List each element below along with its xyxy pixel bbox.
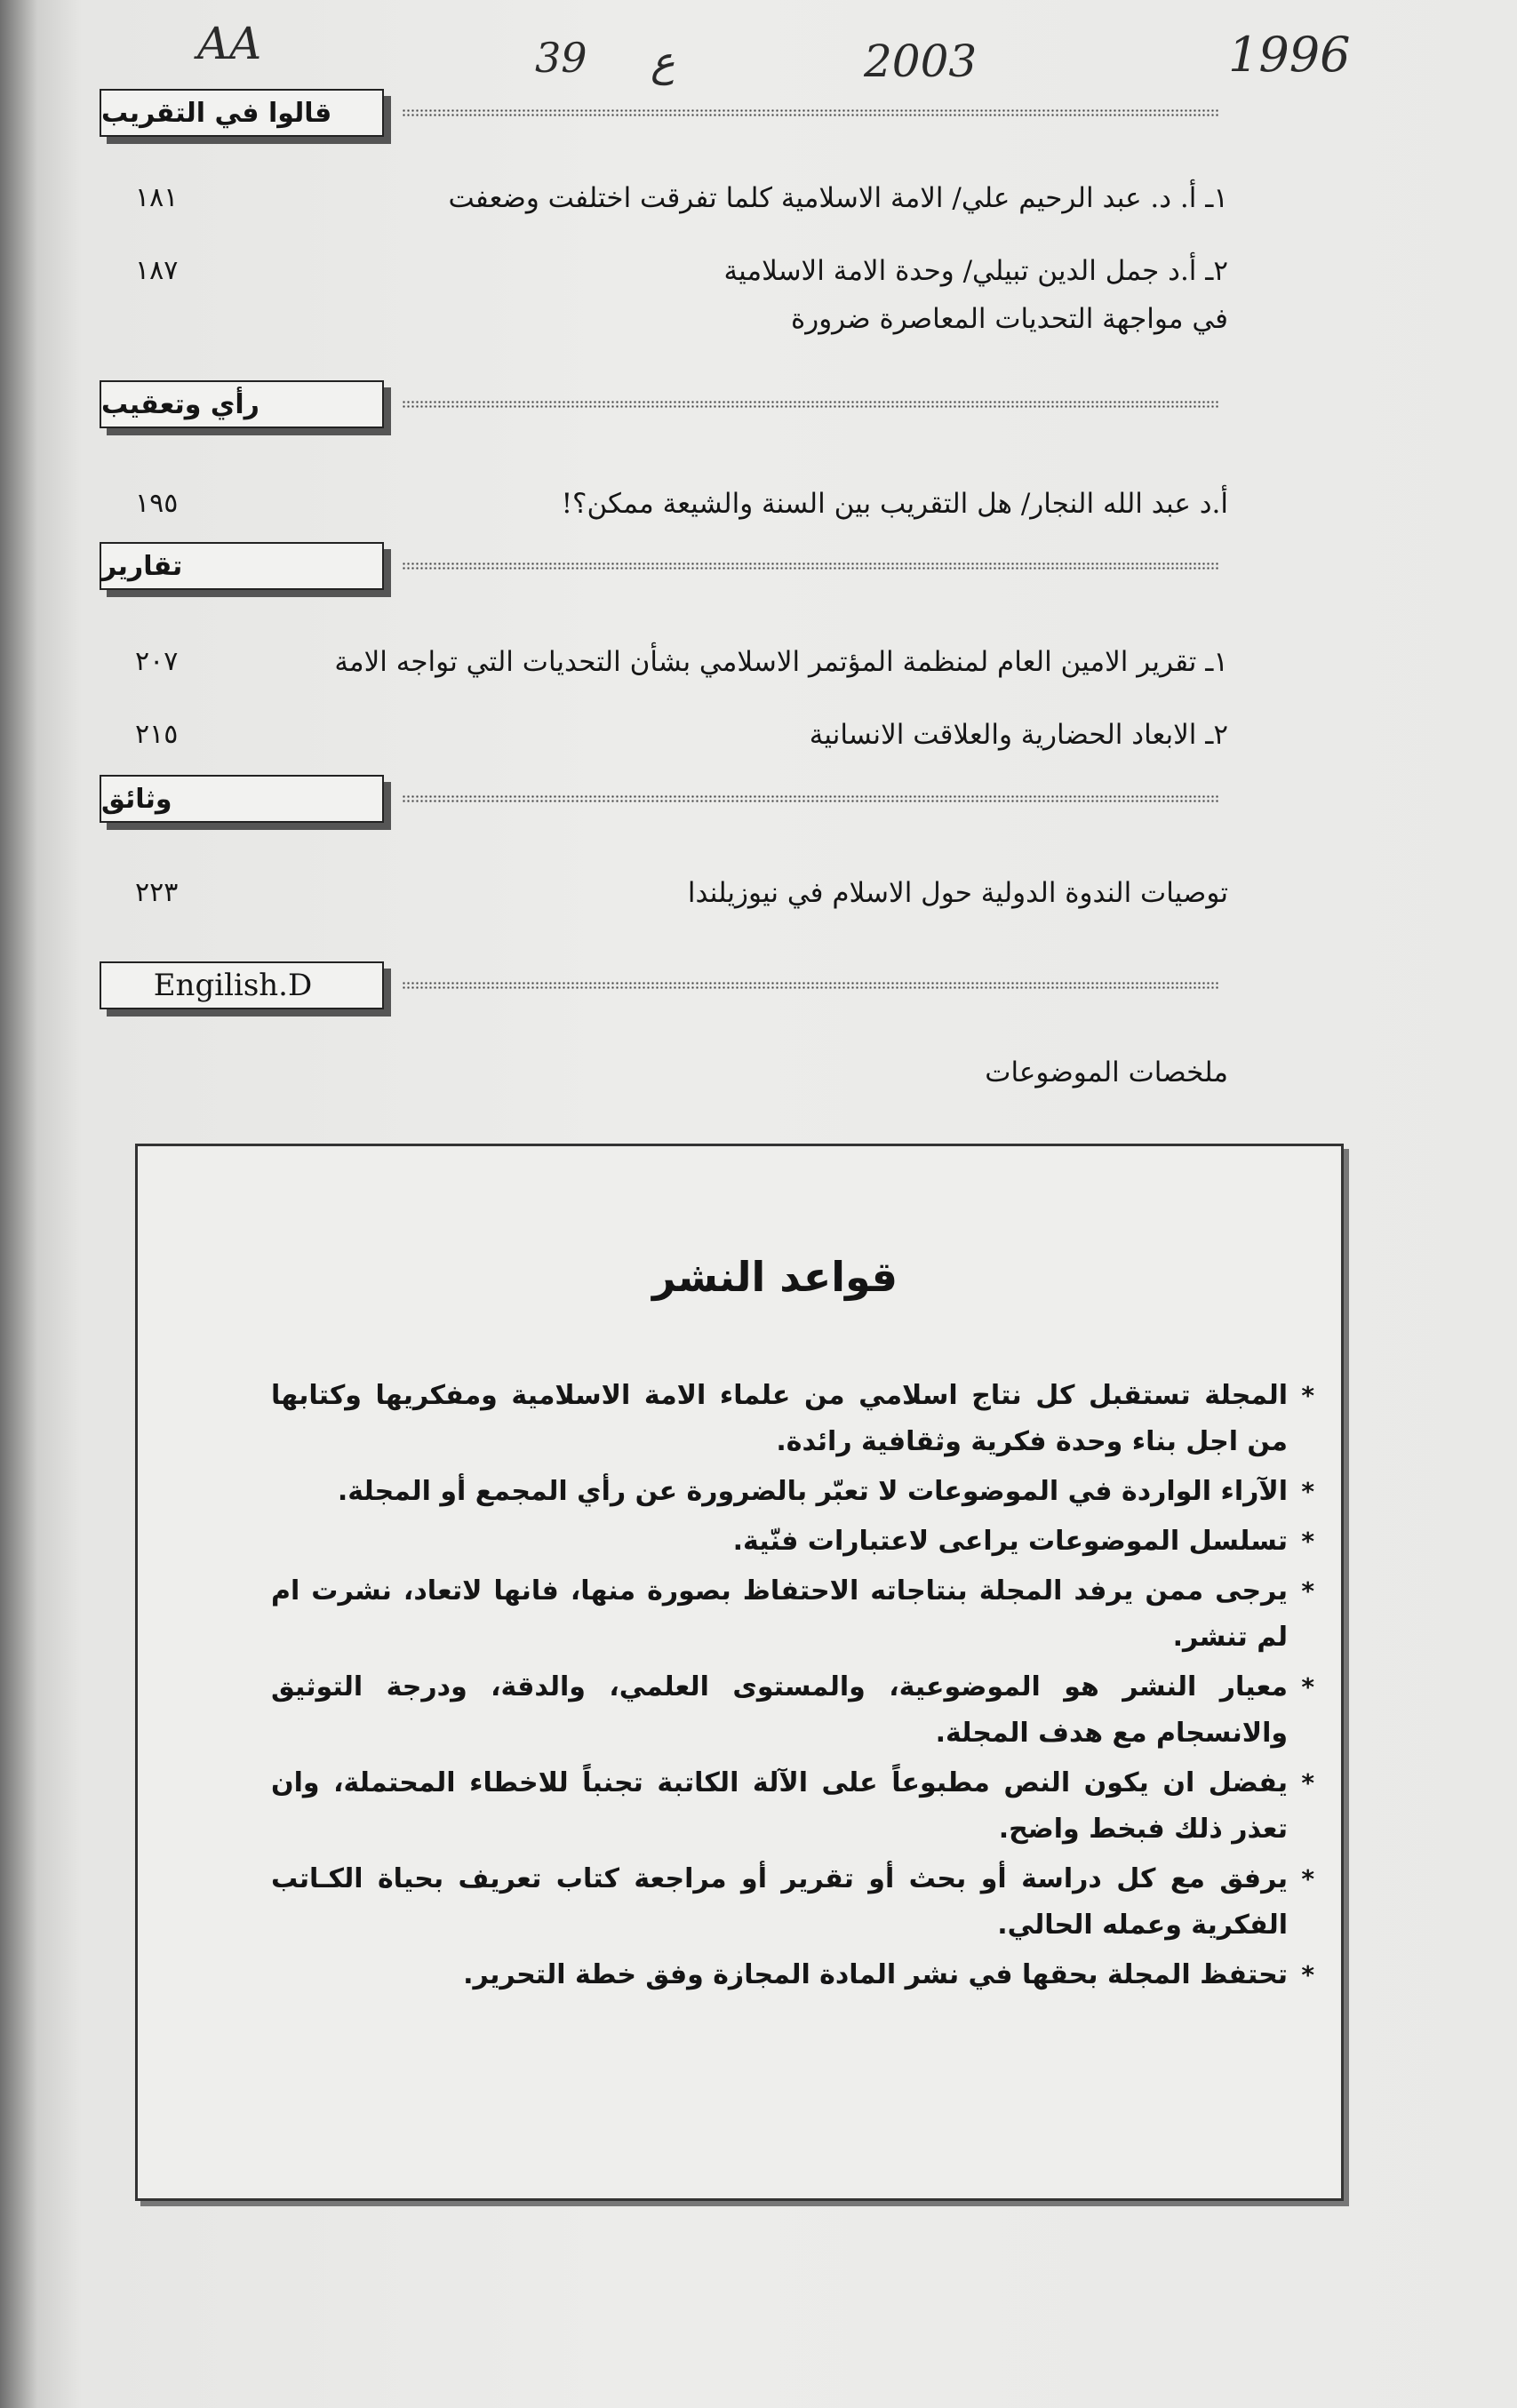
handwritten-mark-left: AA: [197, 18, 262, 69]
section-header: [100, 89, 1219, 144]
rule-item: * يرفق مع كل دراسة أو بحث أو تقرير أو مراجعة كتاب تعريف بحياة الكـاتب الفكرية وعمله الحالي.: [271, 1856, 1314, 1949]
entry-text: توصيات الندوة الدولية حول الاسلام في نيوزيلندا: [687, 877, 1228, 909]
page-number: ٢٠٧: [135, 646, 179, 677]
handwritten-top-right: 1996: [1228, 27, 1351, 83]
section-header: [100, 380, 1219, 435]
rule-item: * تحتفظ المجلة بحقها في نشر المادة المجازة وفق خطة التحرير.: [271, 1952, 1314, 1998]
section-header: [100, 542, 1219, 597]
handwritten-letter: ع: [651, 37, 675, 85]
page-number: ١٨٧: [135, 255, 179, 286]
rules-list: [271, 1373, 1314, 2002]
document-page: [37, 0, 1517, 2408]
page-number: ١٨١: [135, 182, 179, 213]
bullet-star: *: [1301, 1672, 1314, 1702]
entry-text: أ.د عبد الله النجار/ هل التقريب بين السنة والشيعة ممكن؟!: [561, 488, 1228, 520]
bullet-star: *: [1301, 1576, 1314, 1606]
dotted-rule: [402, 981, 1219, 990]
section-title: Engilish.D: [100, 961, 384, 1009]
section-title: قالوا في التقريب: [100, 89, 384, 137]
dotted-rule: [402, 562, 1219, 570]
toc-entry: [135, 174, 1228, 222]
toc-entry: [135, 638, 1228, 686]
toc-entry: [135, 1049, 1228, 1096]
page-number: ٢١٥: [135, 719, 179, 750]
page-number: ٢٢٣: [135, 877, 179, 908]
section-title: تقارير: [100, 542, 384, 590]
handwritten-page-number: 39: [535, 34, 587, 82]
dotted-rule: [402, 108, 1219, 117]
bullet-star: *: [1301, 1960, 1314, 1989]
page-number: ١٩٥: [135, 488, 179, 519]
section-header: [100, 961, 1219, 1017]
bullet-star: *: [1301, 1527, 1314, 1556]
toc-entry: [135, 247, 1228, 343]
rule-item: * تسلسل الموضوعات يراعى لاعتبارات فنّية.: [271, 1519, 1314, 1565]
entry-text: ٢ـ الابعاد الحضارية والعلاقت الانسانية: [809, 719, 1228, 751]
rules-title: قواعد النشر: [652, 1253, 898, 1301]
section-title: وثائق: [100, 775, 384, 823]
entry-text: ملخصات الموضوعات: [985, 1056, 1228, 1088]
rule-item: * المجلة تستقبل كل نتاج اسلامي من علماء الامة الاسلامية ومفكريها وكتابها من اجل بناء وحدة فكرية وثقافية رائدة.: [271, 1373, 1314, 1465]
publishing-rules-box: [135, 1144, 1344, 2201]
section-title: رأي وتعقيب: [100, 380, 384, 428]
entry-text: ١ـ تقرير الامين العام لمنظمة المؤتمر الاسلامي بشأن التحديات التي تواجه الامة: [334, 646, 1228, 678]
entry-text: ١ـ أ. د. عبد الرحيم علي/ الامة الاسلامية كلما تفرقت اختلفت وضعفت: [448, 182, 1228, 214]
rule-item: * يرجى ممن يرفد المجلة بنتاجاته الاحتفاظ بصورة منها، فانها لاتعاد، نشرت ام لم تنشر.: [271, 1568, 1314, 1661]
bullet-star: *: [1301, 1768, 1314, 1798]
rule-item: * الآراء الواردة في الموضوعات لا تعبّر بالضرورة عن رأي المجمع أو المجلة.: [271, 1469, 1314, 1515]
bullet-star: *: [1301, 1864, 1314, 1894]
dotted-rule: [402, 400, 1219, 409]
book-spine-shadow: [0, 0, 37, 2408]
rule-item: * يفضل ان يكون النص مطبوعاً على الآلة الكاتبة تجنباً للاخطاء المحتملة، وان تعذر ذلك فبخط واضح.: [271, 1760, 1314, 1853]
rule-item: * معيار النشر هو الموضوعية، والمستوى العلمي، والدقة، ودرجة التوثيق والانسجام مع هدف المجلة.: [271, 1664, 1314, 1757]
toc-entry: [135, 711, 1228, 759]
section-header: [100, 775, 1219, 830]
dotted-rule: [402, 794, 1219, 803]
entry-text: ٢ـ أ.د جمل الدين تبيلي/ وحدة الامة الاسلامية في مواجهة التحديات المعاصرة ضرورة: [723, 255, 1228, 335]
bullet-star: *: [1301, 1381, 1314, 1410]
toc-entry: [135, 480, 1228, 528]
toc-entry: [135, 869, 1228, 917]
bullet-star: *: [1301, 1477, 1314, 1506]
handwritten-year: 2003: [864, 36, 978, 87]
